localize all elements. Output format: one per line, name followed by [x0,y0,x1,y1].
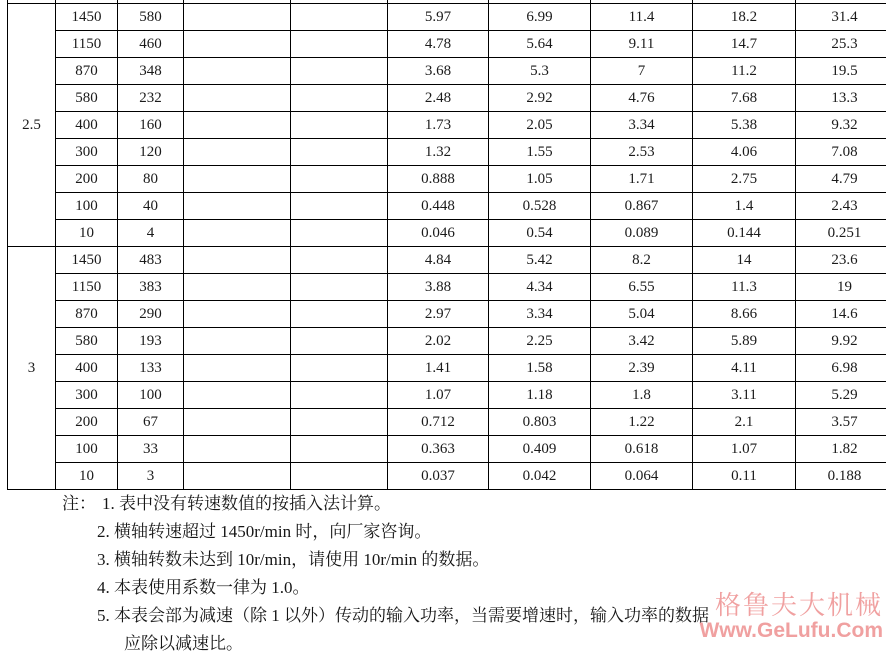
empty-cell [184,463,291,490]
speed2-cell: 100 [118,382,184,409]
value-cell-3: 2.39 [591,355,693,382]
speed2-cell: 232 [118,85,184,112]
empty-cell [291,4,388,31]
table-row [8,274,886,301]
speed2-cell: 80 [118,166,184,193]
empty-cell [291,58,388,85]
note-line: 2. 横轴转速超过 1450r/min 时，向厂家咨询。 [0,518,886,546]
value-cell-2: 1.05 [489,166,591,193]
value-cell-5: 2.43 [796,193,886,220]
value-cell-4: 7.68 [693,85,796,112]
speed-cell: 10 [56,463,118,490]
speed-cell: 870 [56,58,118,85]
table-row [8,409,886,436]
table-row [8,436,886,463]
value-cell-2: 1.18 [489,382,591,409]
note-line: 3. 横轴转数未达到 10r/min，请使用 10r/min 的数据。 [0,546,886,574]
value-cell-3: 3.34 [591,112,693,139]
value-cell-3: 8.2 [591,247,693,274]
speed2-cell: 193 [118,328,184,355]
value-cell-5: 9.32 [796,112,886,139]
value-cell-5: 1.82 [796,436,886,463]
notes-section [0,490,886,658]
table-row [8,193,886,220]
empty-cell [291,139,388,166]
value-cell-1: 2.02 [388,328,489,355]
value-cell-4: 5.38 [693,112,796,139]
table-row [8,85,886,112]
empty-cell [291,193,388,220]
value-cell-3: 11.4 [591,4,693,31]
value-cell-1: 5.97 [388,4,489,31]
empty-cell [291,166,388,193]
value-cell-1: 3.68 [388,58,489,85]
empty-cell [184,4,291,31]
value-cell-4: 11.2 [693,58,796,85]
ratio-cell: 3 [8,247,56,490]
empty-cell [184,85,291,112]
speed-cell: 580 [56,85,118,112]
value-cell-1: 1.73 [388,112,489,139]
note-text-1: 1. 表中没有转速数值的按插入法计算。 [102,494,391,513]
empty-cell [184,301,291,328]
empty-cell [184,328,291,355]
value-cell-4: 2.1 [693,409,796,436]
value-cell-3: 1.22 [591,409,693,436]
value-cell-5: 6.98 [796,355,886,382]
value-cell-1: 3.88 [388,274,489,301]
speed-cell: 100 [56,193,118,220]
speed2-cell: 3 [118,463,184,490]
value-cell-1: 0.888 [388,166,489,193]
value-cell-1: 1.07 [388,382,489,409]
note-prefix: 注： [62,494,96,513]
value-cell-4: 0.11 [693,463,796,490]
table-row [8,247,886,274]
value-cell-2: 4.34 [489,274,591,301]
table-row [8,382,886,409]
empty-cell [184,193,291,220]
value-cell-2: 2.25 [489,328,591,355]
value-cell-4: 14.7 [693,31,796,58]
value-cell-5: 9.92 [796,328,886,355]
value-cell-5: 19.5 [796,58,886,85]
speed-cell: 1150 [56,274,118,301]
value-cell-2: 0.54 [489,220,591,247]
value-cell-1: 2.48 [388,85,489,112]
empty-cell [291,112,388,139]
empty-cell [291,436,388,463]
speed2-cell: 33 [118,436,184,463]
value-cell-4: 18.2 [693,4,796,31]
empty-cell [184,247,291,274]
value-cell-1: 0.037 [388,463,489,490]
value-cell-3: 5.04 [591,301,693,328]
empty-cell [184,112,291,139]
table-row [8,328,886,355]
value-cell-5: 3.57 [796,409,886,436]
value-cell-5: 25.3 [796,31,886,58]
empty-cell [184,436,291,463]
speed-cell: 580 [56,328,118,355]
value-cell-4: 2.75 [693,166,796,193]
speed-cell: 200 [56,166,118,193]
empty-cell [184,220,291,247]
value-cell-2: 1.58 [489,355,591,382]
speed2-cell: 348 [118,58,184,85]
empty-cell [291,220,388,247]
empty-cell [184,166,291,193]
value-cell-1: 1.32 [388,139,489,166]
value-cell-5: 23.6 [796,247,886,274]
note-line [0,490,886,518]
value-cell-5: 0.188 [796,463,886,490]
table-row [8,463,886,490]
note-line: 5. 本表会部为减速（除 1 以外）传动的输入功率，当需要增速时，输入功率的数据 [0,602,886,630]
value-cell-3: 9.11 [591,31,693,58]
value-cell-3: 0.064 [591,463,693,490]
value-cell-3: 2.53 [591,139,693,166]
table-row [8,166,886,193]
empty-cell [291,247,388,274]
speed-cell: 870 [56,301,118,328]
value-cell-2: 0.409 [489,436,591,463]
speed2-cell: 4 [118,220,184,247]
value-cell-4: 4.06 [693,139,796,166]
value-cell-1: 2.97 [388,301,489,328]
speed2-cell: 460 [118,31,184,58]
value-cell-5: 0.251 [796,220,886,247]
empty-cell [184,355,291,382]
value-cell-2: 5.3 [489,58,591,85]
value-cell-1: 0.712 [388,409,489,436]
value-cell-2: 6.99 [489,4,591,31]
value-cell-3: 1.8 [591,382,693,409]
table-row [8,31,886,58]
value-cell-2: 2.92 [489,85,591,112]
value-cell-3: 6.55 [591,274,693,301]
note-line-continuation: 应除以减速比。 [0,630,886,658]
value-cell-5: 14.6 [796,301,886,328]
ratio-cell: 2.5 [8,4,56,247]
value-cell-5: 7.08 [796,139,886,166]
value-cell-2: 5.64 [489,31,591,58]
value-cell-5: 4.79 [796,166,886,193]
speed-cell: 1150 [56,31,118,58]
empty-cell [291,409,388,436]
speed-cell: 100 [56,436,118,463]
watermark-cn-text: 格鲁夫大机械 [699,593,883,619]
empty-cell [291,328,388,355]
speed2-cell: 383 [118,274,184,301]
empty-cell [291,274,388,301]
empty-cell [184,31,291,58]
value-cell-2: 0.803 [489,409,591,436]
speed2-cell: 580 [118,4,184,31]
value-cell-3: 0.867 [591,193,693,220]
table-row [8,301,886,328]
power-table [7,0,886,490]
speed-cell: 300 [56,139,118,166]
value-cell-5: 5.29 [796,382,886,409]
speed-cell: 1450 [56,247,118,274]
empty-cell [184,274,291,301]
table-row [8,220,886,247]
value-cell-3: 3.42 [591,328,693,355]
empty-cell [184,382,291,409]
table-row [8,58,886,85]
value-cell-3: 1.71 [591,166,693,193]
empty-cell [291,355,388,382]
empty-cell [184,139,291,166]
value-cell-1: 4.78 [388,31,489,58]
value-cell-4: 3.11 [693,382,796,409]
value-cell-4: 11.3 [693,274,796,301]
value-cell-3: 4.76 [591,85,693,112]
value-cell-4: 1.4 [693,193,796,220]
value-cell-4: 5.89 [693,328,796,355]
value-cell-5: 13.3 [796,85,886,112]
value-cell-4: 8.66 [693,301,796,328]
value-cell-1: 0.363 [388,436,489,463]
speed2-cell: 483 [118,247,184,274]
value-cell-4: 1.07 [693,436,796,463]
value-cell-4: 14 [693,247,796,274]
speed2-cell: 160 [118,112,184,139]
value-cell-2: 3.34 [489,301,591,328]
speed2-cell: 290 [118,301,184,328]
value-cell-3: 0.089 [591,220,693,247]
empty-cell [291,85,388,112]
speed2-cell: 133 [118,355,184,382]
speed-cell: 400 [56,112,118,139]
value-cell-5: 19 [796,274,886,301]
value-cell-4: 0.144 [693,220,796,247]
empty-cell [291,463,388,490]
table-row [8,355,886,382]
speed-cell: 400 [56,355,118,382]
value-cell-2: 0.042 [489,463,591,490]
speed2-cell: 40 [118,193,184,220]
speed-cell: 1450 [56,4,118,31]
speed2-cell: 67 [118,409,184,436]
watermark-url: Www.GeLufu.Com [699,620,883,641]
empty-cell [291,382,388,409]
value-cell-2: 1.55 [489,139,591,166]
value-cell-3: 7 [591,58,693,85]
power-table-body [8,0,886,490]
table-row [8,112,886,139]
note-line: 4. 本表使用系数一律为 1.0。 [0,574,886,602]
value-cell-1: 4.84 [388,247,489,274]
value-cell-2: 2.05 [489,112,591,139]
speed-cell: 200 [56,409,118,436]
value-cell-2: 0.528 [489,193,591,220]
empty-cell [291,301,388,328]
table-row [8,139,886,166]
value-cell-3: 0.618 [591,436,693,463]
empty-cell [291,31,388,58]
value-cell-1: 0.448 [388,193,489,220]
value-cell-4: 4.11 [693,355,796,382]
value-cell-5: 31.4 [796,4,886,31]
empty-cell [184,409,291,436]
speed-cell: 300 [56,382,118,409]
speed-cell: 10 [56,220,118,247]
table-row [8,4,886,31]
empty-cell [184,58,291,85]
power-table-wrapper [7,0,886,492]
value-cell-1: 1.41 [388,355,489,382]
speed2-cell: 120 [118,139,184,166]
value-cell-2: 5.42 [489,247,591,274]
value-cell-1: 0.046 [388,220,489,247]
